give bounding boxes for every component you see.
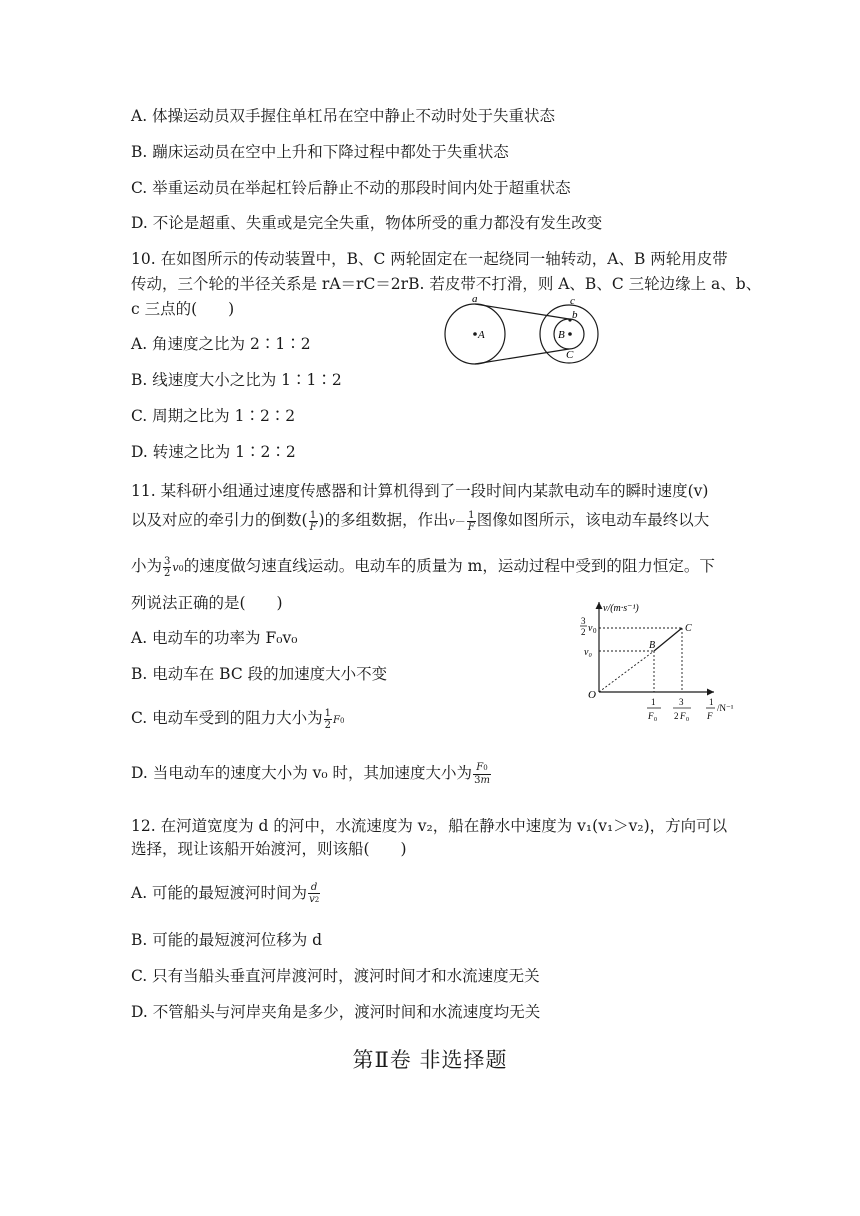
tick-v0: v₀	[584, 647, 592, 658]
svg-text:F: F	[680, 711, 686, 721]
fraction-1-over-F-2: $\frac{1}{F}$	[467, 509, 475, 533]
label-B: B	[649, 640, 656, 651]
q12-option-c: C. 只有当船头垂直河岸渡河时，渡河时间才和水流速度无关	[131, 967, 540, 985]
v-inverse-force-graph	[572, 598, 750, 730]
svg-text:3: 3	[679, 697, 684, 707]
fraction-1-over-F: $\frac{1}{F}$	[309, 509, 317, 533]
pulley-figure	[440, 296, 610, 370]
y-axis-label: v/(m·s⁻¹)	[603, 603, 639, 614]
svg-text:v: v	[588, 623, 593, 634]
x-axis-unit: /N⁻¹	[717, 703, 734, 713]
svg-text:1: 1	[709, 697, 714, 707]
fig-label-A: A	[478, 329, 485, 341]
q10-option-c: C. 周期之比为 1∶2∶2	[131, 407, 296, 425]
q10-stem-line1: 10. 在如图所示的传动装置中，B、C 两轮固定在一起绕同一轴转动，A、B 两轮用皮带	[131, 250, 728, 268]
q11-stem-line4: 列说法正确的是( )	[131, 594, 283, 612]
q11-option-c: C. 电动车受到的阻力大小为 $\frac{1}{2}$ F0	[131, 707, 345, 731]
q12-stem-line2: 选择，现让该船开始渡河，则该船( )	[131, 840, 407, 858]
q11-line3-part2: 的速度做匀速直线运动。电动车的质量为 m，运动过程中受到的阻力恒定。下	[183, 557, 715, 575]
fig-label-a: a	[472, 296, 478, 305]
q11-stem-line3: 小为 $\frac{3}{2}$ v0的速度做匀速直线运动。电动车的质量为 m，运动过程中受到的阻力恒定。下	[131, 555, 715, 579]
fraction-d-over-v2: $\frac{d}{v2}$	[309, 882, 320, 905]
q9-option-d: D. 不论是超重、失重或是完全失重，物体所受的重力都没有发生改变	[131, 214, 603, 232]
q10-option-a: A. 角速度之比为 2∶1∶2	[131, 335, 311, 353]
q11-stem-line2: 以及对应的牵引力的倒数( $\frac{1}{F}$ )的多组数据，作出v－ $\frac{1}{F}$ 图像如图所示，该电动车最终以大	[131, 509, 710, 533]
svg-text:0: 0	[593, 627, 597, 635]
svg-text:1: 1	[651, 697, 656, 707]
q12-option-d: D. 不管船头与河岸夹角是多少，渡河时间和水流速度均无关	[131, 1003, 541, 1021]
q12-option-b: B. 可能的最短渡河位移为 d	[131, 931, 323, 949]
svg-text:F: F	[648, 711, 654, 721]
belt-bottom	[475, 349, 569, 364]
svg-text:F: F	[707, 711, 713, 721]
solid-segment-BC	[654, 628, 682, 651]
q11-line2-part2: )的多组数据，作出	[318, 511, 449, 529]
q9-option-b: B. 蹦床运动员在空中上升和下降过程中都处于失重状态	[131, 143, 509, 161]
q12-option-a-text: A. 可能的最短渡河时间为	[131, 884, 308, 902]
fig-label-c: c	[570, 296, 575, 307]
q11-stem-line1: 11. 某科研小组通过速度传感器和计算机得到了一段时间内某款电动车的瞬时速度(v)	[131, 482, 709, 500]
fig-label-B: B	[558, 329, 565, 341]
q12-option-a	[131, 882, 321, 906]
fraction-F0-over-3m: $\frac{F0}{3m}$	[474, 762, 490, 786]
svg-text:0: 0	[654, 717, 657, 723]
q9-option-a: A. 体操运动员双手握住单杠吊在空中静止不动时处于失重状态	[131, 107, 556, 125]
fig-label-C: C	[566, 349, 574, 361]
q9-option-c: C. 举重运动员在举起杠铃后静止不动的那段时间内处于超重状态	[131, 179, 571, 197]
section-title: 第Ⅱ卷 非选择题	[352, 1048, 508, 1072]
fig-label-b: b	[572, 309, 578, 321]
belt-top	[475, 304, 569, 319]
q11-line2-part1: 以及对应的牵引力的倒数(	[131, 511, 308, 529]
q11-option-c-text: C. 电动车受到的阻力大小为	[131, 709, 323, 727]
q11-option-a: A. 电动车的功率为 F₀v₀	[131, 629, 298, 647]
q10-option-d: D. 转速之比为 1∶2∶2	[131, 443, 296, 461]
q11-line3-part1: 小为	[131, 557, 163, 575]
label-C: C	[685, 623, 692, 634]
svg-text:2: 2	[674, 711, 679, 721]
origin-label: O	[588, 689, 596, 701]
q11-option-b: B. 电动车在 BC 段的加速度大小不变	[131, 665, 388, 683]
fraction-3-over-2: $\frac{3}{2}$	[164, 555, 171, 579]
q11-line2-part3: 图像如图所示，该电动车最终以大	[476, 511, 710, 529]
q11-option-d-text: D. 当电动车的速度大小为 v₀ 时，其加速度大小为	[131, 764, 473, 782]
q10-stem-line2: 传动，三个轮的半径关系是 rA＝rC＝2rB. 若皮带不打滑，则 A、B、C 三轮边缘上 a、b、	[131, 275, 762, 293]
q10-option-b: B. 线速度大小之比为 1∶1∶2	[131, 371, 342, 389]
q11-option-d	[131, 762, 492, 786]
q12-stem-line1: 12. 在河道宽度为 d 的河中，水流速度为 v₂，船在静水中速度为 v₁(v₁＞v₂)，方向可以	[131, 817, 728, 835]
q10-stem-line3: c 三点的( )	[131, 300, 235, 318]
svg-text:3: 3	[581, 616, 586, 626]
svg-text:0: 0	[686, 717, 689, 723]
svg-text:2: 2	[581, 627, 586, 637]
fraction-one-half: $\frac{1}{2}$	[324, 707, 332, 731]
dash-line-origin-to-B	[599, 651, 654, 692]
